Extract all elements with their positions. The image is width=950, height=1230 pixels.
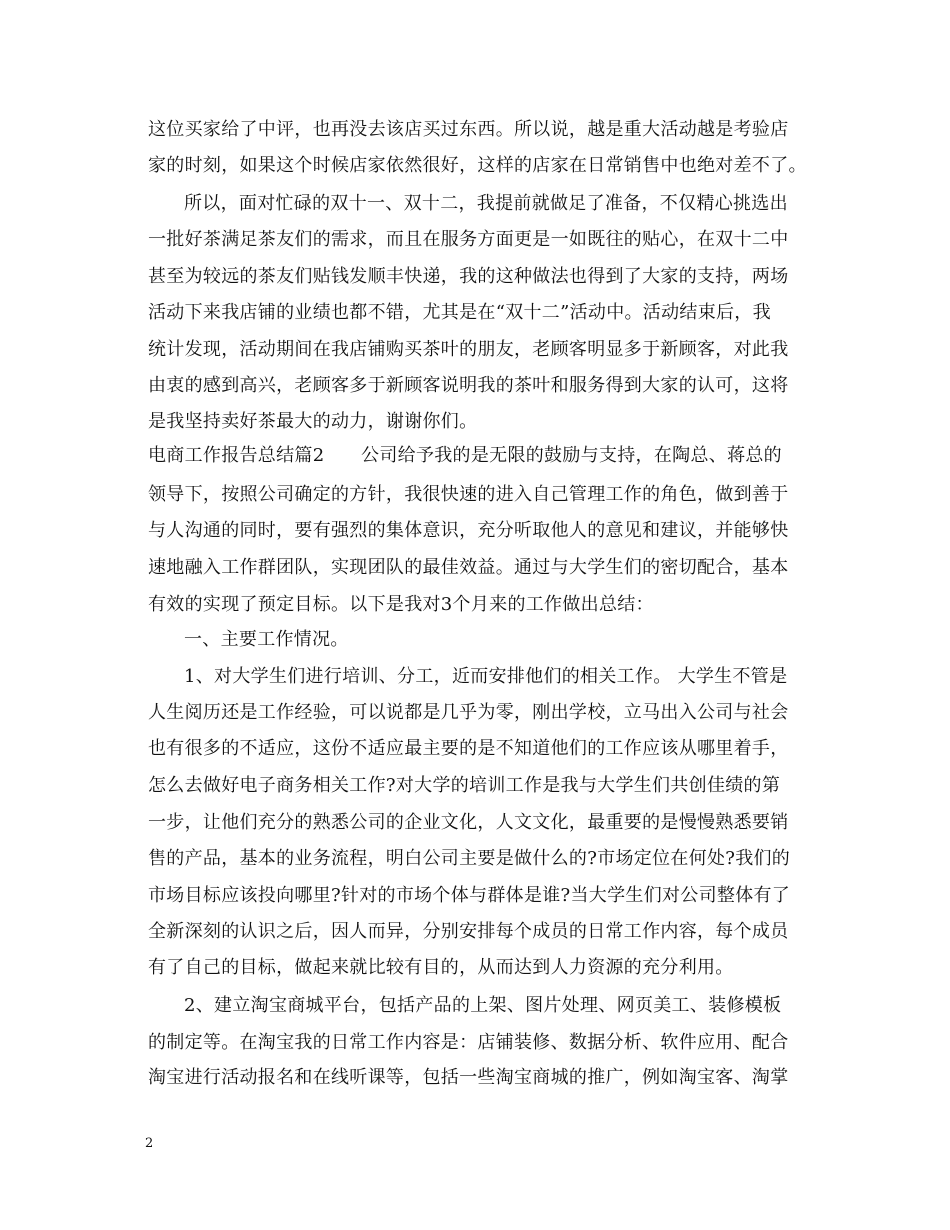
text-line: 也有很多的不适应，这份不适应最主要的是不知道他们的工作应该从哪里着手，: [148, 738, 789, 759]
text-line: 这位买家给了中评，也再没去该店买过东西。所以说，越是重大活动越是考验店: [148, 119, 789, 140]
text-line: 淘宝进行活动报名和在线听课等，包括一些淘宝商城的推广，例如淘宝客、淘掌: [148, 1067, 789, 1088]
text-line: 由衷的感到高兴，老顾客多于新顾客说明我的茶叶和服务得到大家的认可，这将: [148, 375, 789, 396]
text-line: 速地融入工作群团队，实现团队的最佳效益。通过与大学生们的密切配合，基本: [148, 557, 789, 578]
text-line: 市场目标应该投向哪里?针对的市场个体与群体是谁?当大学生们对公司整体有了: [148, 885, 791, 906]
text-line: 与人沟通的同时，要有强烈的集体意识，充分听取他人的意见和建议，并能够快: [148, 520, 789, 541]
text-line: 活动下来我店铺的业绩也都不错，尤其是在“双十二”活动中。活动结束后，我: [148, 302, 771, 323]
text-line: 一步，让他们充分的熟悉公司的企业文化，人文文化，最重要的是慢慢熟悉要销: [148, 812, 789, 833]
text-line: 一批好茶满足茶友们的需求，而且在服务方面更是一如既往的贴心，在双十二中: [148, 229, 789, 250]
text-line: 甚至为较远的茶友们贴钱发顺丰快递，我的这种做法也得到了大家的支持，两场: [148, 266, 789, 287]
text-line: 1、对大学生们进行培训、分工，近而安排他们的相关工作。 大学生不管是: [184, 666, 788, 687]
text-line: 家的时刻，如果这个时候店家依然很好，这样的店家在日常销售中也绝对差不了。: [148, 155, 807, 176]
text-line: 是我坚持卖好茶最大的动力，谢谢你们。: [148, 411, 478, 432]
text-line: 全新深刻的认识之后，因人而异，分别安排每个成员的日常工作内容，每个成员: [148, 921, 789, 942]
subheading-line: 一、主要工作情况。: [184, 629, 349, 650]
text-line: 怎么去做好电子商务相关工作?对大学的培训工作是我与大学生们共创佳绩的第: [148, 775, 781, 796]
text-line: 有效的实现了预定目标。以下是我对3个月来的工作做出总结：: [148, 594, 654, 615]
text-line: 人生阅历还是工作经验，可以说都是几乎为零，刚出学校，立马出入公司与社会: [148, 702, 789, 723]
text-line: 2、建立淘宝商城平台，包括产品的上架、图片处理、网页美工、装修模板: [184, 995, 782, 1016]
section-heading-line: 电商工作报告总结篇2 公司给予我的是无限的鼓励与支持，在陶总、蒋总的: [148, 445, 782, 466]
text-line: 领导下，按照公司确定的方针，我很快速的进入自己管理工作的角色，做到善于: [148, 484, 789, 505]
page-number: 2: [145, 1136, 154, 1151]
text-line: 的制定等。在淘宝我的日常工作内容是：店铺装修、数据分析、软件应用、配合: [148, 1032, 789, 1053]
text-line: 统计发现，活动期间在我店铺购买茶叶的朋友，老顾客明显多于新顾客，对此我: [148, 339, 789, 360]
text-line: 有了自己的目标，做起来就比较有目的，从而达到人力资源的充分利用。: [148, 957, 734, 978]
text-line: 售的产品，基本的业务流程，明白公司主要是做什么的?市场定位在何处?我们的: [148, 848, 791, 869]
text-line: 所以，面对忙碌的双十一、双十二，我提前就做足了准备，不仅精心挑选出: [184, 193, 788, 214]
